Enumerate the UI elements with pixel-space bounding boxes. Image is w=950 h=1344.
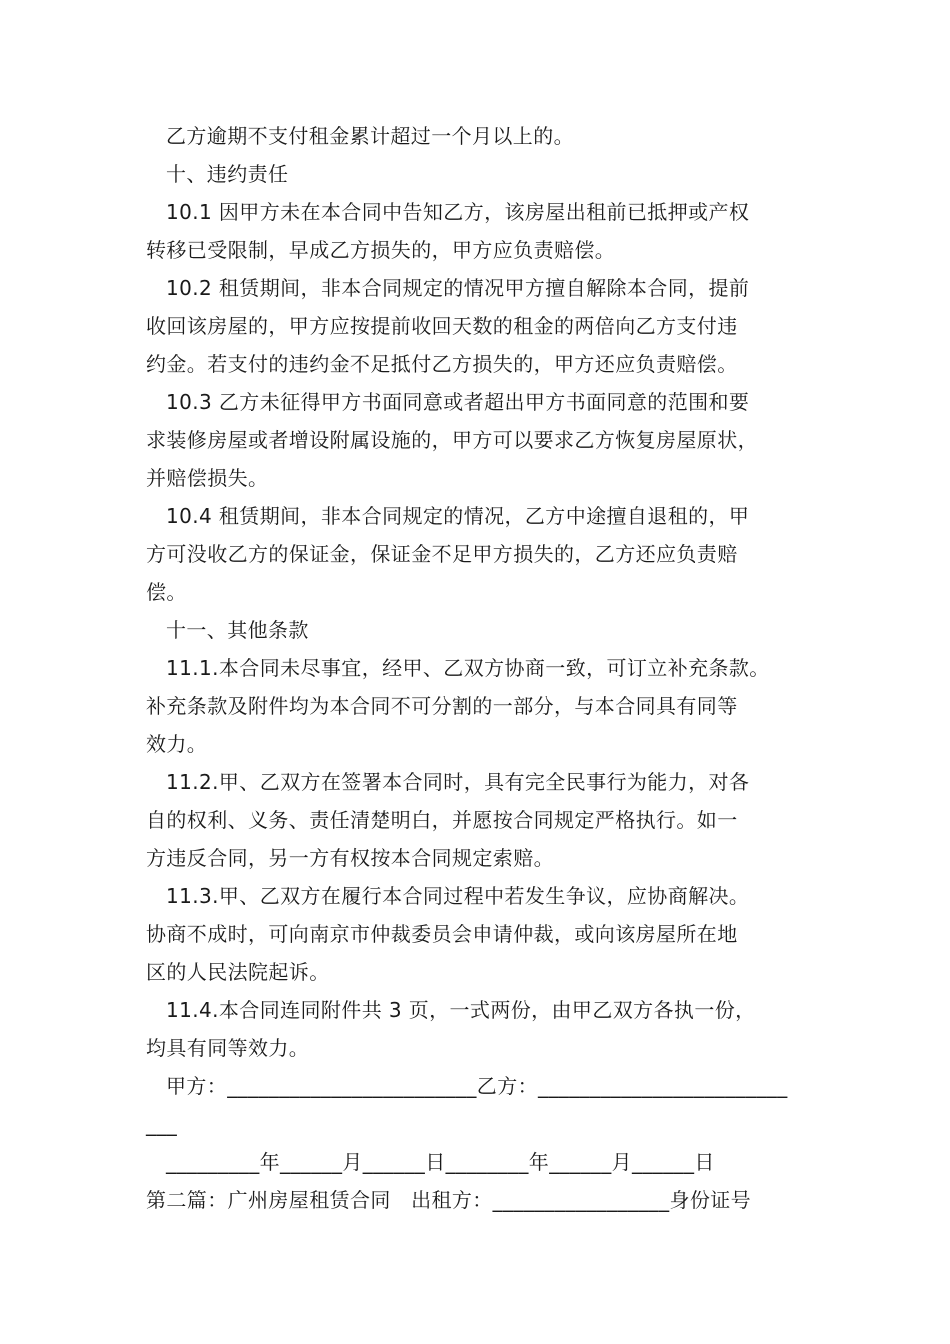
text-line: 均具有同等效力。 (146, 1036, 310, 1060)
text-line: 约金。若支付的违约金不足抵付乙方损失的，甲方还应负责赔偿。 (146, 352, 738, 376)
text-line: 10.3 乙方未征得甲方书面同意或者超出甲方书面同意的范围和要 (166, 390, 750, 414)
text-line: 11.1.本合同未尽事宜，经甲、乙双方协商一致，可订立补充条款。 (166, 656, 770, 680)
text-line: 方违反合同，另一方有权按本合同规定索赔。 (146, 846, 554, 870)
text-line: 收回该房屋的，甲方应按提前收回天数的租金的两倍向乙方支付违 (146, 314, 738, 338)
section-heading: 十、违约责任 (166, 162, 289, 186)
date-line: _________年______月______日________年______月______日 (166, 1150, 715, 1174)
text-line: 10.4 租赁期间，非本合同规定的情况，乙方中途擅自退租的，甲 (166, 504, 750, 528)
text-line: 求装修房屋或者增设附属设施的，甲方可以要求乙方恢复房屋原状， (146, 428, 758, 452)
next-section-header: 第二篇：广州房屋租赁合同 出租方：_________________身份证号 (146, 1188, 752, 1212)
text-line: 并赔偿损失。 (146, 466, 269, 490)
text-line: 补充条款及附件均为本合同不可分割的一部分，与本合同具有同等 (146, 694, 738, 718)
text-line: 自的权利、义务、责任清楚明白，并愿按合同规定严格执行。如一 (146, 808, 738, 832)
text-line: 11.2.甲、乙双方在签署本合同时，具有完全民事行为能力，对各 (166, 770, 750, 794)
text-line: 10.1 因甲方未在本合同中告知乙方，该房屋出租前已抵押或产权 (166, 200, 750, 224)
text-line: 区的人民法院起诉。 (146, 960, 330, 984)
text-line: 效力。 (146, 732, 208, 756)
section-heading: 十一、其他条款 (166, 618, 309, 642)
text-line: 10.2 租赁期间，非本合同规定的情况甲方擅自解除本合同，提前 (166, 276, 750, 300)
text-line: 方可没收乙方的保证金，保证金不足甲方损失的，乙方还应负责赔 (146, 542, 738, 566)
text-line: 协商不成时，可向南京市仲裁委员会申请仲裁，或向该房屋所在地 (146, 922, 738, 946)
text-line: 转移已受限制，早成乙方损失的，甲方应负责赔偿。 (146, 238, 616, 262)
text-line: 乙方逾期不支付租金累计超过一个月以上的。 (166, 124, 574, 148)
text-line: 11.3.甲、乙双方在履行本合同过程中若发生争议，应协商解决。 (166, 884, 750, 908)
signature-line: 甲方：________________________乙方：________________________ (166, 1074, 788, 1098)
signature-line-continuation: ___ (146, 1112, 178, 1136)
text-line: 11.4.本合同连同附件共 3 页，一式两份，由甲乙双方各执一份， (166, 998, 756, 1022)
text-line: 偿。 (146, 580, 187, 604)
